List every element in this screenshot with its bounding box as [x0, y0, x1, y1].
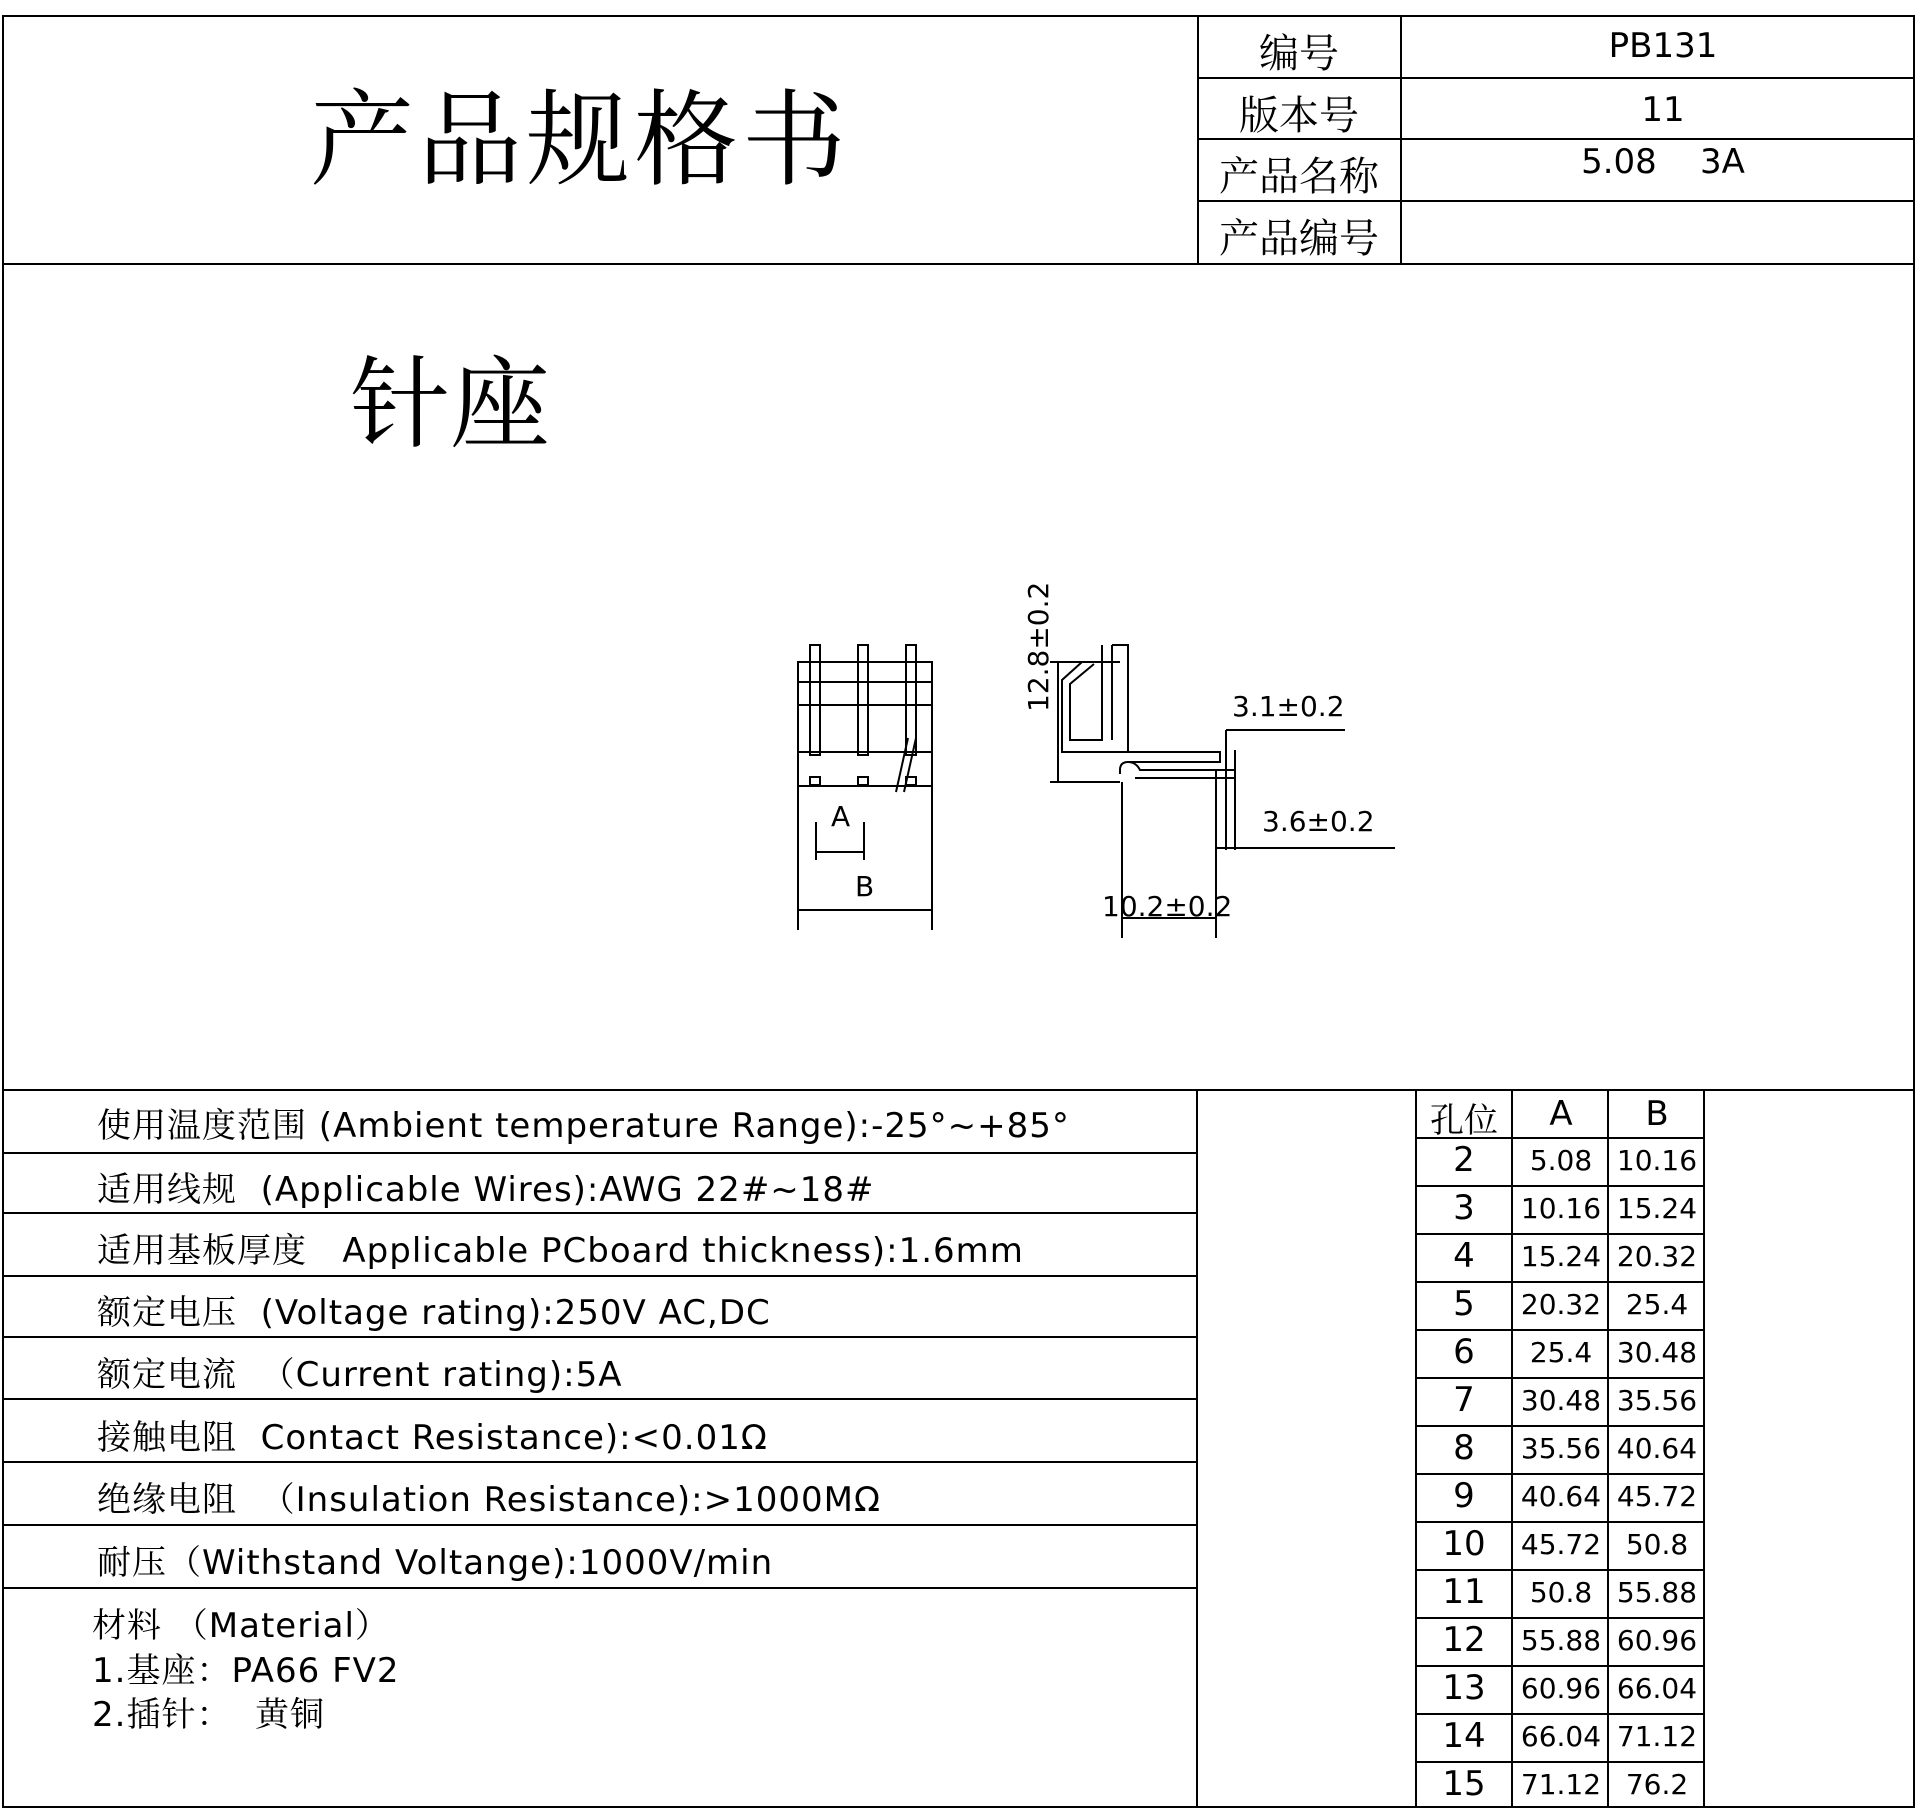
material-heading: 材料 （Material）	[92, 1606, 390, 1646]
table-cell-a: 45.72	[1520, 1528, 1602, 1561]
spec-row-line	[2, 1398, 1198, 1400]
spec-top-border	[2, 1089, 1915, 1091]
table-cell-hole: 12	[1442, 1620, 1486, 1660]
document-title: 产品规格书	[309, 79, 850, 201]
drawing-label-a: A	[831, 800, 851, 833]
table-cell-hole: 3	[1453, 1188, 1475, 1228]
table-cell-a: 25.4	[1529, 1336, 1593, 1369]
table-cell-b: 55.88	[1616, 1576, 1698, 1609]
table-cell-hole: 2	[1453, 1140, 1475, 1180]
table-header-hole: 孔位	[1430, 1101, 1498, 1141]
spec-current: 额定电流 （Current rating):5A	[97, 1355, 623, 1395]
table-cell-a: 71.12	[1520, 1768, 1602, 1801]
material-item: 2.插针： 黄铜	[92, 1695, 326, 1735]
spec-row-line	[2, 1212, 1198, 1214]
table-cell-hole: 7	[1453, 1380, 1475, 1420]
drawing-dim-top: 3.1±0.2	[1232, 690, 1345, 723]
table-cell-a: 35.56	[1520, 1432, 1602, 1465]
table-cell-hole: 8	[1453, 1428, 1475, 1468]
table-cell-hole: 9	[1453, 1476, 1475, 1516]
table-cell-a: 20.32	[1520, 1288, 1602, 1321]
header-label-product-code: 产品编号	[1219, 216, 1379, 262]
header-label-version: 版本号	[1239, 93, 1359, 139]
spec-wires: 适用线规 (Applicable Wires):AWG 22#~18#	[97, 1170, 875, 1210]
header-value-version: 11	[1641, 90, 1685, 130]
product-name: 针座	[350, 346, 550, 463]
table-cell-a: 50.8	[1529, 1576, 1593, 1609]
table-cell-b: 25.4	[1625, 1288, 1689, 1321]
table-cell-a: 30.48	[1520, 1384, 1602, 1417]
spec-row-line	[2, 1524, 1198, 1526]
table-cell-hole: 10	[1442, 1524, 1486, 1564]
table-cell-hole: 6	[1453, 1332, 1475, 1372]
spec-voltage: 额定电压 (Voltage rating):250V AC,DC	[97, 1293, 771, 1333]
table-cell-a: 5.08	[1529, 1144, 1593, 1177]
table-cell-hole: 13	[1442, 1668, 1486, 1708]
table-cell-b: 10.16	[1616, 1144, 1698, 1177]
header-divider	[2, 263, 1915, 265]
table-cell-a: 60.96	[1520, 1672, 1602, 1705]
spec-row-line	[2, 1336, 1198, 1338]
drawing-dim-height: 12.8±0.2	[1022, 581, 1055, 712]
table-cell-b: 71.12	[1616, 1720, 1698, 1753]
table-cell-b: 35.56	[1616, 1384, 1698, 1417]
table-cell-a: 10.16	[1520, 1192, 1602, 1225]
spec-row-line	[2, 1275, 1198, 1277]
table-cell-hole: 15	[1442, 1764, 1486, 1804]
header-label-product-name: 产品名称	[1219, 154, 1379, 200]
table-cell-a: 55.88	[1520, 1624, 1602, 1657]
table-cell-b: 30.48	[1616, 1336, 1698, 1369]
table-cell-b: 60.96	[1616, 1624, 1698, 1657]
material-item: 1.基座：PA66 FV2	[92, 1651, 400, 1691]
table-cell-hole: 4	[1453, 1236, 1475, 1276]
spec-contact-resistance: 接触电阻 Contact Resistance):<0.01Ω	[97, 1418, 768, 1458]
spec-insulation-resistance: 绝缘电阻 （Insulation Resistance):>1000MΩ	[97, 1480, 881, 1520]
table-cell-hole: 14	[1442, 1716, 1486, 1756]
table-cell-hole: 5	[1453, 1284, 1475, 1324]
header-value-number: PB131	[1608, 26, 1718, 66]
spec-right-border	[1196, 1089, 1198, 1808]
drawing-label-b: B	[855, 870, 875, 903]
drawing-dim-side: 3.6±0.2	[1262, 805, 1375, 838]
table-cell-b: 40.64	[1616, 1432, 1698, 1465]
header-label-number: 编号	[1259, 31, 1339, 77]
spec-row-line	[2, 1587, 1198, 1589]
drawing-dim-bottom: 10.2±0.2	[1102, 890, 1233, 923]
spec-temperature: 使用温度范围 (Ambient temperature Range):-25°~+85°	[97, 1106, 1070, 1146]
table-cell-b: 20.32	[1616, 1240, 1698, 1273]
table-cell-b: 15.24	[1616, 1192, 1698, 1225]
table-cell-a: 40.64	[1520, 1480, 1602, 1513]
table-cell-hole: 11	[1442, 1572, 1486, 1612]
table-cell-a: 66.04	[1520, 1720, 1602, 1753]
spec-row-line	[2, 1152, 1198, 1154]
table-header-b: B	[1645, 1094, 1669, 1134]
table-header-a: A	[1549, 1094, 1573, 1134]
table-cell-b: 66.04	[1616, 1672, 1698, 1705]
table-cell-b: 50.8	[1625, 1528, 1689, 1561]
table-cell-a: 15.24	[1520, 1240, 1602, 1273]
table-cell-b: 45.72	[1616, 1480, 1698, 1513]
spec-pcb-thickness: 适用基板厚度 Applicable PCboard thickness):1.6mm	[97, 1231, 1024, 1271]
header-value-product-name: 5.08 3A	[1581, 142, 1745, 182]
front-view-body	[798, 662, 932, 752]
spec-withstand: 耐压（Withstand Voltange):1000V/min	[97, 1543, 774, 1583]
table-cell-b: 76.2	[1625, 1768, 1689, 1801]
spec-row-line	[2, 1461, 1198, 1463]
